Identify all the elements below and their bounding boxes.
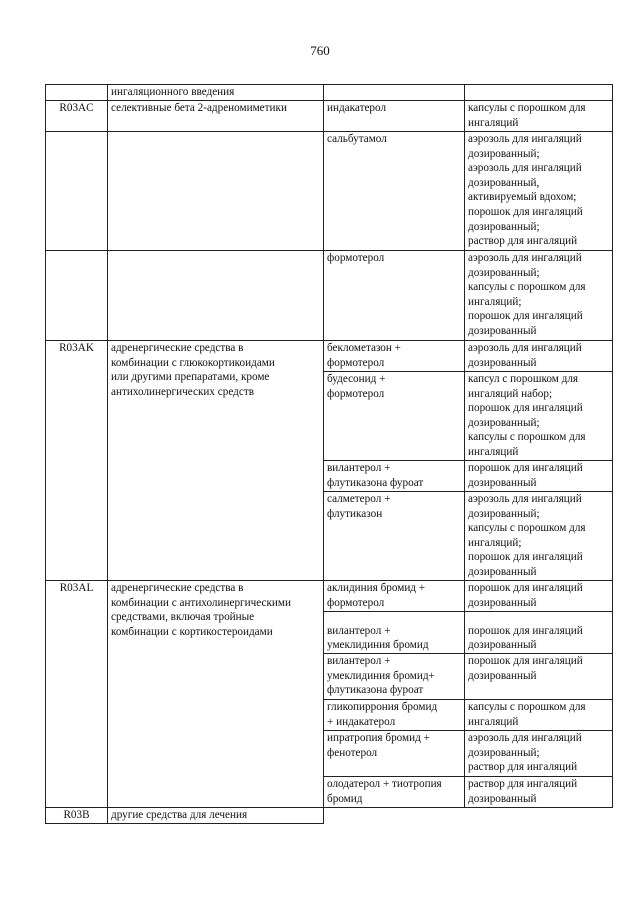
atc-group	[108, 132, 324, 251]
table-row	[46, 132, 613, 251]
atc-code: R03AK	[46, 341, 108, 581]
dosage-form: капсулы с порошком для ингаляций	[465, 700, 613, 731]
drug-name: вилантерол + умеклидиния бромид+ флутиказона фуроат	[324, 654, 465, 700]
drug-name: олодатерол + тиотропия бромид	[324, 777, 465, 808]
drug-name: будесонид + формотерол	[324, 372, 465, 461]
dosage-form: раствор для ингаляций дозированный	[465, 777, 613, 808]
atc-code: R03AC	[46, 101, 108, 132]
drug-name: аклидиния бромид + формотерол	[324, 581, 465, 612]
dosage-form	[465, 85, 613, 101]
drug-table-body	[46, 85, 613, 824]
atc-code	[46, 132, 108, 251]
table-row	[46, 85, 613, 101]
dosage-form: аэрозоль для ингаляций дозированный; аэрозоль для ингаляций дозированный, активируемый вдохом; порошок для ингаляций дозированный; раствор для ингаляций	[465, 132, 613, 251]
drug-name: сальбутамол	[324, 132, 465, 251]
dosage-form: аэрозоль для ингаляций дозированный; капсулы с порошком для ингаляций; порошок для ингаляций дозированный	[465, 251, 613, 341]
dosage-form: порошок для ингаляций дозированный	[465, 654, 613, 700]
dosage-form: порошок для ингаляций дозированный	[465, 461, 613, 492]
drug-name: салметерол + флутиказон	[324, 492, 465, 581]
table-row	[46, 808, 613, 824]
dosage-form: аэрозоль для ингаляций дозированный; капсулы с порошком для ингаляций; порошок для ингаляций дозированный	[465, 492, 613, 581]
atc-group: адренергические средства в комбинации с антихолинергическими средствами, включая тройные комбинации с кортикостероидами	[108, 581, 324, 808]
table-row	[46, 101, 613, 132]
atc-group: ингаляционного введения	[108, 85, 324, 101]
dosage-form: аэрозоль для ингаляций дозированный; раствор для ингаляций	[465, 731, 613, 777]
drug-name: индакатерол	[324, 101, 465, 132]
atc-group: адренергические средства в комбинации с глюкокортикоидами или другими препаратами, кроме антихолинергических средств	[108, 341, 324, 581]
drug-name: ипратропия бромид + фенотерол	[324, 731, 465, 777]
dosage-form	[465, 808, 613, 824]
drug-name: формотерол	[324, 251, 465, 341]
drug-name: вилантерол + умеклидиния бромид	[324, 612, 465, 654]
atc-code: R03B	[46, 808, 108, 824]
atc-group	[108, 251, 324, 341]
drug-name: гликопиррония бромид + индакатерол	[324, 700, 465, 731]
drug-name	[324, 808, 465, 824]
drug-table	[45, 84, 613, 824]
atc-code: R03AL	[46, 581, 108, 808]
table-row	[46, 581, 613, 612]
page-number: 760	[310, 43, 330, 58]
atc-group: селективные бета 2-адреномиметики	[108, 101, 324, 132]
dosage-form: порошок для ингаляций дозированный	[465, 612, 613, 654]
dosage-form: капсулы с порошком для ингаляций	[465, 101, 613, 132]
atc-group: другие средства для лечения	[108, 808, 324, 824]
atc-code	[46, 251, 108, 341]
dosage-form: порошок для ингаляций дозированный	[465, 581, 613, 612]
table-row	[46, 251, 613, 341]
dosage-form: капсул с порошком для ингаляций набор; порошок для ингаляций дозированный; капсулы с порошком для ингаляций	[465, 372, 613, 461]
atc-code	[46, 85, 108, 101]
drug-name	[324, 85, 465, 101]
drug-name: беклометазон + формотерол	[324, 341, 465, 372]
dosage-form: аэрозоль для ингаляций дозированный	[465, 341, 613, 372]
drug-name: вилантерол + флутиказона фуроат	[324, 461, 465, 492]
table-row	[46, 341, 613, 372]
